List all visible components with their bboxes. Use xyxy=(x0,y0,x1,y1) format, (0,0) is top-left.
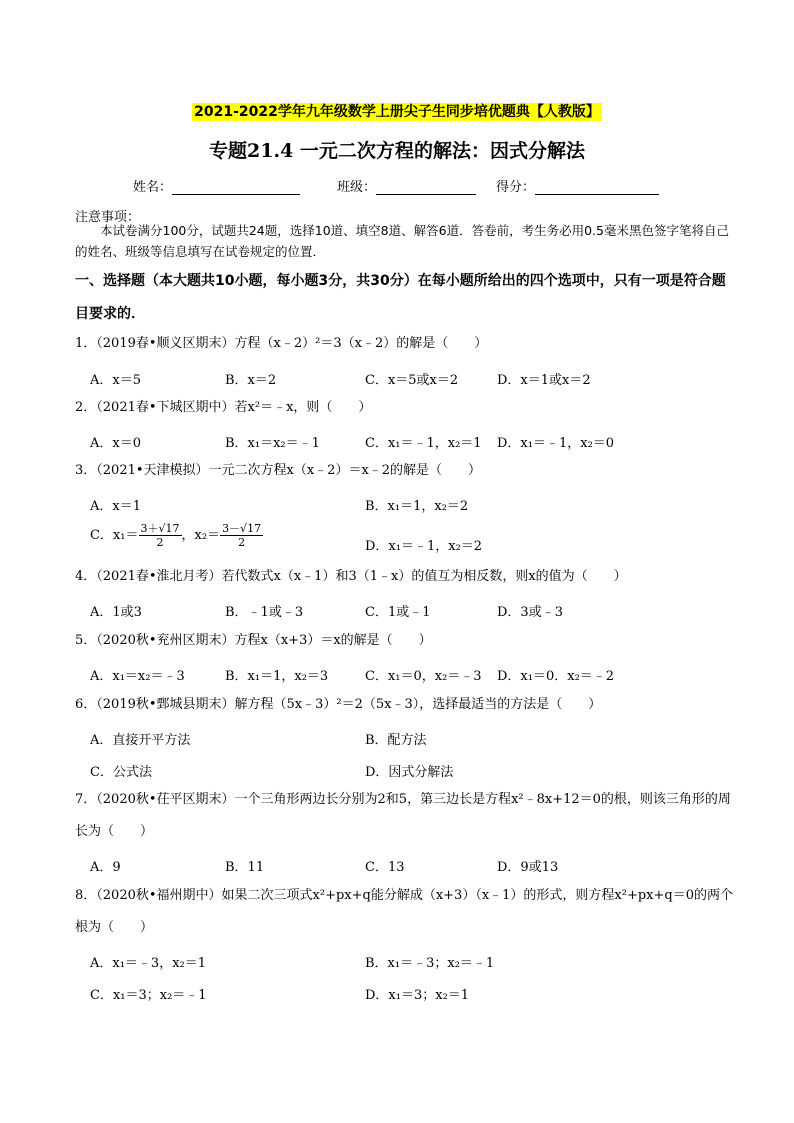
question-3: 3．（2021•天津模拟）一元二次方程x（x﹣2）＝x﹣2的解是（ ） xyxy=(75,463,482,478)
question-6: 6．（2019秋•鄄城县期末）解方程（5x﹣3）²＝2（5x﹣3），选择最适当的方法是（ ） xyxy=(75,697,602,712)
q7-option-b[interactable]: B．11 xyxy=(225,860,265,875)
class-label: 班级： xyxy=(337,180,377,195)
score-blank xyxy=(535,180,659,195)
q2-option-d[interactable]: D．x₁＝﹣1，x₂＝0 xyxy=(497,436,615,451)
q1-option-b[interactable]: B．x＝2 xyxy=(225,373,277,388)
q5-option-a[interactable]: A．x₁＝x₂＝﹣3 xyxy=(90,669,185,684)
q3-c-x2: ，x₂＝ xyxy=(181,528,221,543)
q3-option-d[interactable]: D．x₁＝﹣1，x₂＝2 xyxy=(365,539,483,554)
name-label: 姓名： xyxy=(133,180,173,195)
q3-c-fraction-1 xyxy=(139,522,182,549)
q4-option-a[interactable]: A．1或3 xyxy=(90,605,142,620)
notice-label: 注意事项： xyxy=(75,210,141,225)
q4-option-b[interactable]: B．﹣1或﹣3 xyxy=(225,605,304,620)
class-field xyxy=(337,176,476,195)
notice-text: 本试卷满分100分，试题共24题，选择10道、填空8道、解答6道．答卷前，考生务必用0.5毫米黑色签字笔将自己的姓名、班级等信息填写在试卷规定的位置． xyxy=(75,223,729,259)
q5-option-c[interactable]: C．x₁＝0，x₂＝﹣3 xyxy=(365,669,482,684)
page-title: 专题21.4 一元二次方程的解法：因式分解法 xyxy=(209,140,585,162)
banner-text: 2021-2022学年九年级数学上册尖子生同步培优题典【人教版】 xyxy=(194,104,600,120)
q8-option-d[interactable]: D．x₁＝3；x₂＝1 xyxy=(365,988,470,1003)
question-2: 2．（2021春•下城区期中）若x²＝﹣x，则（ ） xyxy=(75,400,372,415)
q3-option-b[interactable]: B．x₁＝1，x₂＝2 xyxy=(365,499,469,514)
q2-option-c[interactable]: C．x₁＝﹣1，x₂＝1 xyxy=(365,436,482,451)
q1-option-a[interactable]: A．x＝5 xyxy=(90,373,141,388)
q3-option-a[interactable]: A．x＝1 xyxy=(90,499,141,514)
q5-option-b[interactable]: B．x₁＝1，x₂＝3 xyxy=(225,669,329,684)
q2-option-a[interactable]: A．x＝0 xyxy=(90,436,141,451)
q3-option-c[interactable] xyxy=(90,522,263,549)
score-label: 得分： xyxy=(496,180,536,195)
q3-c-den-1: 2 xyxy=(156,536,164,549)
score-field xyxy=(496,176,659,195)
question-7: 7．（2020秋•茌平区期末）一个三角形两边长分别为2和5，第三边长是方程x²﹣8x+12＝0的根，则该三角形的周长为（ ） xyxy=(75,792,731,839)
q3-c-num-1: 3＋√17 xyxy=(140,522,180,535)
question-5: 5．（2020秋•兖州区期末）方程x（x+3）＝x的解是（ ） xyxy=(75,633,432,648)
q8-option-b[interactable]: B．x₁＝﹣3；x₂＝﹣1 xyxy=(365,956,495,971)
q8-option-c[interactable]: C．x₁＝3；x₂＝﹣1 xyxy=(90,988,207,1003)
q3-c-den-2: 2 xyxy=(238,536,246,549)
question-8: 8．（2020秋•福州期中）如果二次三项式x²+px+q能分解成（x+3）（x﹣1）的形式，则方程x²+px+q＝0的两个根为（ ） xyxy=(75,888,733,935)
class-blank xyxy=(376,180,476,195)
q6-option-c[interactable]: C．公式法 xyxy=(90,765,152,780)
section-heading: 一、选择题（本大题共10小题，每小题3分，共30分）在每小题所给出的四个选项中，只有一项是符合题目要求的． xyxy=(75,273,726,322)
q7-option-d[interactable]: D．9或13 xyxy=(497,860,559,875)
q7-option-c[interactable]: C．13 xyxy=(365,860,405,875)
q5-option-d[interactable]: D．x₁＝0．x₂＝﹣2 xyxy=(497,669,615,684)
q4-option-c[interactable]: C．1或﹣1 xyxy=(365,605,431,620)
q6-option-d[interactable]: D．因式分解法 xyxy=(365,765,454,780)
q2-option-b[interactable]: B．x₁＝x₂＝﹣1 xyxy=(225,436,320,451)
q3-c-fraction-2 xyxy=(220,522,263,549)
name-field xyxy=(133,176,300,195)
question-1: 1．（2019春•顺义区期末）方程（x﹣2）²＝3（x﹣2）的解是（ ） xyxy=(75,336,488,351)
q1-option-d[interactable]: D．x＝1或x＝2 xyxy=(497,373,591,388)
header-banner xyxy=(0,101,794,121)
q6-option-a[interactable]: A．直接开平方法 xyxy=(90,733,191,748)
q8-option-a[interactable]: A．x₁＝﹣3，x₂＝1 xyxy=(90,956,207,971)
q3-option-c-label: C． xyxy=(90,528,113,543)
q4-option-d[interactable]: D．3或﹣3 xyxy=(497,605,563,620)
question-4: 4．（2021春•淮北月考）若代数式x（x﹣1）和3（1﹣x）的值互为相反数，则x的值为（ ） xyxy=(75,569,627,584)
name-blank xyxy=(172,180,300,195)
q7-option-a[interactable]: A．9 xyxy=(90,860,121,875)
q6-option-b[interactable]: B．配方法 xyxy=(365,733,427,748)
q3-c-num-2: 3－√17 xyxy=(222,522,262,535)
q1-option-c[interactable]: C．x＝5或x＝2 xyxy=(365,373,459,388)
q3-c-x1: x₁＝ xyxy=(112,528,139,543)
